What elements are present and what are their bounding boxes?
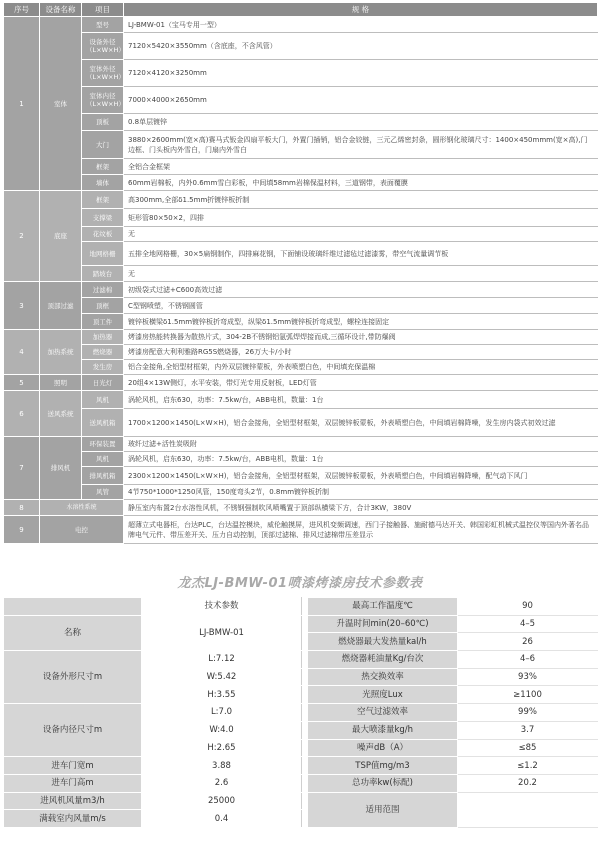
row-value: 0.8单层镀锌	[124, 114, 598, 131]
row-value: 烤漆房热能转换器为散热片式，304-2B不锈钢铝氩弧焊焊接而成,三循环设计,带防爆阀	[124, 330, 598, 345]
table-row	[4, 159, 598, 175]
table-row	[4, 500, 598, 516]
param-label: 热交换效率	[308, 668, 458, 686]
row-value: 60mm岩棉板，内外0.6mm雪白彩板，中间填58mm岩棉保温材料，三道钢带，表面覆膜	[124, 175, 598, 191]
row-value: 4节750*1000*1250风管，150度弯头2节，0.8mm镀锌板折制	[124, 485, 598, 500]
group-name: 底座	[40, 191, 82, 282]
row-item: 排风机箱	[82, 467, 124, 485]
param-value: 99%	[458, 704, 598, 722]
tech-params-header: 技术参数	[142, 598, 302, 616]
group-name: 送风系统	[40, 391, 82, 437]
door-width-value: 3.88	[142, 757, 302, 775]
table-row	[4, 298, 598, 314]
parameters-title: 龙杰LJ-BMW-01喷漆烤漆房技术参数表	[177, 576, 423, 591]
row-item: 型号	[82, 17, 124, 33]
row-value: 玻纤过滤+活性炭吸附	[124, 437, 598, 452]
table-row	[4, 704, 598, 722]
row-value: 超薄立式电器柜，台达PLC，台达温控模块，威伦触摸屏，进风机变频调速，西门子接触器、施耐德马达开关、韩国彩虹机械式温控仪等国内外著名品牌电气元件、带压差开关、压力自动控制，顶部过滤棉、排风过滤棉带压差显示	[124, 516, 598, 544]
param-label: 适用范围	[308, 792, 458, 827]
row-item: 室体内径 （L×W×H）	[82, 87, 124, 114]
header-no: 序号	[4, 3, 40, 17]
name-label: 名称	[4, 615, 142, 650]
row-item: 顶框	[82, 298, 124, 314]
row-value: C型钢喷塑，不锈钢圆管	[124, 298, 598, 314]
intake-volume-label: 进风机风量m3/h	[4, 792, 142, 810]
outer-height: H:3.55	[142, 686, 302, 704]
table-row	[4, 485, 598, 500]
param-label: 总功率kw(标配)	[308, 774, 458, 792]
row-value: 镀锌板横梁δ1.5mm镀锌板折弯成型，纵梁δ1.5mm镀锌板折弯成型，螺栓连接固定	[124, 314, 598, 330]
param-label: 空气过滤效率	[308, 704, 458, 722]
table-row	[4, 757, 598, 775]
row-item: 过滤棉	[82, 282, 124, 298]
row-item: 地网格栅	[82, 242, 124, 266]
row-item: 环保装置	[82, 437, 124, 452]
table-row	[4, 227, 598, 242]
inner-size-label: 设备内径尺寸m	[4, 704, 142, 757]
row-value: 20组4×13W侧灯，水平安装，带灯光专用反射板，LED灯管	[124, 375, 598, 391]
table-row	[4, 282, 598, 298]
table-row	[4, 87, 598, 114]
row-item: 墙体	[82, 175, 124, 191]
row-item: 大门	[82, 131, 124, 159]
row-item: 框架	[82, 159, 124, 175]
param-label: 燃烧器最大发热量kal/h	[308, 633, 458, 651]
table-row	[4, 391, 598, 409]
row-value: 3880×2600mm(宽×高)赛马式钣金四扇平板大门，外置门插销，铝合金铰链，三元乙烯密封条，圆形钢化玻璃尺寸：1400×450mmm(宽×高),门边框、门头板内外雪白，门扇内外雪白	[124, 131, 598, 159]
table-row	[4, 314, 598, 330]
row-value: LJ-BMW-01（宝马专用一型）	[124, 17, 598, 33]
row-item: 顶板	[82, 114, 124, 131]
row-value: 静压室内布置2台水溶性风机，不锈钢强制吹风喷嘴置于顶部纵横梁下方，合计3KW，380V	[124, 500, 598, 516]
table-row	[4, 17, 598, 33]
row-value: 五排全地网格栅，30×5扁钢制作，四排麻花钢，下面铺设玻璃纤维过滤毡过滤漆雾，带空气流量调节板	[124, 242, 598, 266]
row-item: 踏坡台	[82, 266, 124, 282]
door-width-label: 进车门宽m	[4, 757, 142, 775]
table-row	[4, 467, 598, 485]
row-item: 发生房	[82, 360, 124, 375]
outer-width: W:5.42	[142, 668, 302, 686]
group-number: 8	[4, 500, 40, 516]
row-value: 1700×1200×1450(L×W×H)，铝合金接角，全铝型材框架，双层镀锌板蒙板，外表喷塑白色，中间填岩棉降噪，发生房内袋式初效过滤	[124, 409, 598, 437]
table-row	[4, 615, 598, 633]
table-row	[4, 191, 598, 209]
table-row	[4, 360, 598, 375]
inner-length: L:7.0	[142, 704, 302, 722]
param-value: 93%	[458, 668, 598, 686]
row-item: 花纹板	[82, 227, 124, 242]
row-value: 高300mm,全部δ1.5mm折镀锌板折制	[124, 191, 598, 209]
row-item: 燃烧器	[82, 345, 124, 360]
table-row	[4, 209, 598, 227]
group-number: 7	[4, 437, 40, 500]
row-item: 支撑梁	[82, 209, 124, 227]
param-value: 90	[458, 598, 598, 616]
indoor-airflow-value: 0.4	[142, 810, 302, 828]
group-number: 6	[4, 391, 40, 437]
table-row	[4, 33, 598, 60]
table-row	[4, 792, 598, 810]
row-value: 2300×1200×1450(L×W×H)，铝合金接角，全铝型材框架，双层镀锌板蒙板，外表喷塑白色，中间填岩棉降噪，配气动下风门	[124, 467, 598, 485]
param-label: 最大喷漆量kg/h	[308, 721, 458, 739]
row-value: 初级袋式过滤+C600高效过滤	[124, 282, 598, 298]
door-height-label: 进车门高m	[4, 774, 142, 792]
table-row	[4, 131, 598, 159]
row-value: 7000×4000×2650mm	[124, 87, 598, 114]
group-name: 电控	[40, 516, 124, 544]
specification-table	[3, 2, 598, 544]
group-name: 照明	[40, 375, 82, 391]
param-value	[458, 792, 598, 827]
row-item: 室体外径 （L×W×H）	[82, 60, 124, 87]
header-name: 设备名称	[40, 3, 82, 17]
param-value: 26	[458, 633, 598, 651]
group-name: 室体	[40, 17, 82, 191]
param-value: 4–5	[458, 615, 598, 633]
table-row	[4, 409, 598, 437]
row-item: 日光灯	[82, 375, 124, 391]
table-row	[4, 437, 598, 452]
param-label: 最高工作温度℃	[308, 598, 458, 616]
param-value: ≤85	[458, 739, 598, 757]
param-label: 燃烧器耗油量Kg/台次	[308, 651, 458, 669]
group-name: 水溶性系统	[40, 500, 124, 516]
table-row	[4, 60, 598, 87]
param-label: TSP值mg/m3	[308, 757, 458, 775]
table-row	[4, 598, 598, 616]
param-value: 20.2	[458, 774, 598, 792]
row-item: 风管	[82, 485, 124, 500]
row-item: 送风机箱	[82, 409, 124, 437]
row-value: 铝合金接角,全铝型材框架，内外双层镀锌蒙板，外表喷塑白色，中间填充保温棉	[124, 360, 598, 375]
intake-volume-value: 25000	[142, 792, 302, 810]
row-value: 7120×4120×3250mm	[124, 60, 598, 87]
row-item: 风机	[82, 391, 124, 409]
row-value: 全铝合金框架	[124, 159, 598, 175]
outer-size-label: 设备外形尺寸m	[4, 651, 142, 704]
group-number: 3	[4, 282, 40, 330]
table-row	[4, 242, 598, 266]
group-name: 排风机	[40, 437, 82, 500]
table-row	[4, 516, 598, 544]
inner-width: W:4.0	[142, 721, 302, 739]
door-height-value: 2.6	[142, 774, 302, 792]
param-value: ≤1.2	[458, 757, 598, 775]
group-number: 4	[4, 330, 40, 375]
param-value: 3.7	[458, 721, 598, 739]
table-row	[4, 452, 598, 467]
row-item: 加热器	[82, 330, 124, 345]
row-value: 涡轮风机，启东630，功率：7.5kw/台，ABB电机，数量：1台	[124, 391, 598, 409]
indoor-airflow-label: 满载室内风量m/s	[4, 810, 142, 828]
table-row	[4, 375, 598, 391]
row-value: 无	[124, 227, 598, 242]
group-name: 加热系统	[40, 330, 82, 375]
row-value: 无	[124, 266, 598, 282]
table-row	[4, 175, 598, 191]
row-value: 烤漆房配意大利利雅路RG5S燃烧器，26万大卡/小时	[124, 345, 598, 360]
technical-parameters-table	[3, 597, 598, 828]
table-row	[4, 114, 598, 131]
row-value: 7120×5420×3550mm（含底座，不含风管）	[124, 33, 598, 60]
spec-header-row	[4, 3, 598, 17]
param-label: 光照度Lux	[308, 686, 458, 704]
group-number: 1	[4, 17, 40, 191]
group-name: 顶部过滤	[40, 282, 82, 330]
row-item: 顶工件	[82, 314, 124, 330]
row-item: 框架	[82, 191, 124, 209]
row-item: 设备外径 （L×W×H）	[82, 33, 124, 60]
name-value: LJ-BMW-01	[142, 615, 302, 650]
header-item: 项目	[82, 3, 124, 17]
table-row	[4, 345, 598, 360]
group-number: 2	[4, 191, 40, 282]
param-label: 噪声dB（A）	[308, 739, 458, 757]
inner-height: H:2.65	[142, 739, 302, 757]
param-value: ≥1100	[458, 686, 598, 704]
group-number: 9	[4, 516, 40, 544]
param-label: 升温时间min(20–60℃)	[308, 615, 458, 633]
param-value: 4–6	[458, 651, 598, 669]
table-row	[4, 330, 598, 345]
table-row	[4, 651, 598, 669]
row-value: 涡轮风机，启东630，功率：7.5kw/台，ABB电机，数量：1台	[124, 452, 598, 467]
outer-length: L:7.12	[142, 651, 302, 669]
row-value: 矩形管80×50×2，四排	[124, 209, 598, 227]
group-number: 5	[4, 375, 40, 391]
row-item: 风机	[82, 452, 124, 467]
table-row	[4, 774, 598, 792]
table-row	[4, 266, 598, 282]
header-spec: 规 格	[124, 3, 598, 17]
